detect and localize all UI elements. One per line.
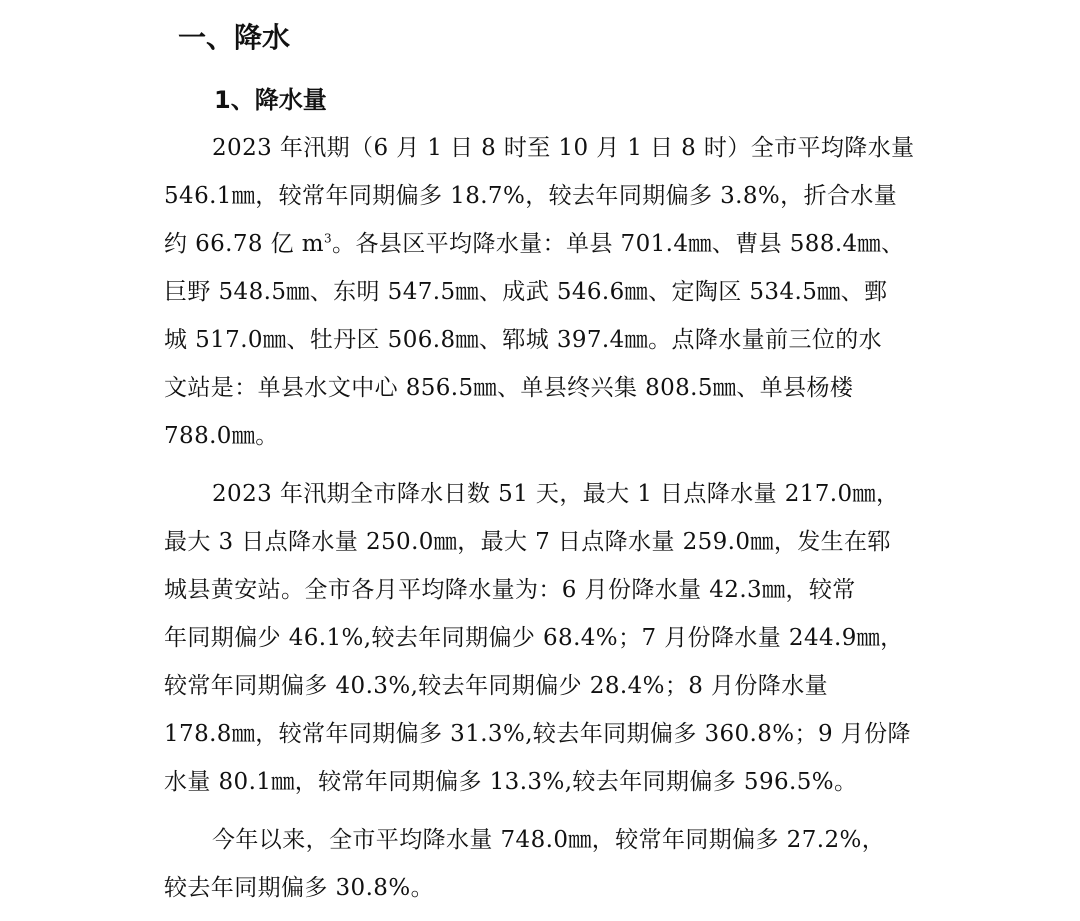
paragraph-2-line-2: 最大 3 日点降水量 250.0㎜，最大 7 日点降水量 259.0㎜，发生在郓 (164, 529, 891, 555)
paragraph-1-line-1: 2023 年汛期（6 月 1 日 8 时至 10 月 1 日 8 时）全市平均降水量 (212, 135, 914, 161)
cubic-superscript: 3 (324, 231, 333, 246)
paragraph-2-line-4: 年同期偏少 46.1%,较去年同期偏少 68.4%；7 月份降水量 244.9㎜， (164, 625, 904, 651)
paragraph-2-line-6: 178.8㎜，较常年同期偏多 31.3%,较去年同期偏多 360.8%；9 月份降 (164, 721, 911, 747)
paragraph-1-line-5: 城 517.0㎜、牡丹区 506.8㎜、郓城 397.4㎜。点降水量前三位的水 (164, 327, 883, 353)
paragraph-3-line-1: 今年以来，全市平均降水量 748.0㎜，较常年同期偏多 27.2%， (212, 827, 886, 853)
paragraph-1-line-7: 788.0㎜。 (164, 423, 279, 449)
paragraph-1-line-3 (164, 220, 914, 268)
paragraph-2-line-5: 较常年同期偏多 40.3%,较去年同期偏少 28.4%；8 月份降水量 (164, 673, 829, 699)
paragraph-3-line-2: 较去年同期偏多 30.8%。 (164, 875, 434, 901)
paragraph-1-line-3-part-b: 。各县区平均降水量：单县 701.4㎜、曹县 588.4㎜、 (332, 231, 905, 257)
paragraph-2-line-7: 水量 80.1㎜，较常年同期偏多 13.3%,较去年同期偏多 596.5%。 (164, 769, 858, 795)
paragraph-1-line-6: 文站是：单县水文中心 856.5㎜、单县终兴集 808.5㎜、单县杨楼 (164, 375, 854, 401)
subsection-heading: 1、降水量 (214, 86, 327, 114)
section-heading: 一、降水 (178, 21, 291, 54)
paragraph-1-line-4: 巨野 548.5㎜、东明 547.5㎜、成武 546.6㎜、定陶区 534.5㎜、鄄 (164, 279, 888, 305)
paragraph-1-line-2: 546.1㎜，较常年同期偏多 18.7%，较去年同期偏多 3.8%，折合水量 (164, 183, 898, 209)
paragraph-2-line-3: 城县黄安站。全市各月平均降水量为：6 月份降水量 42.3㎜，较常 (164, 577, 856, 603)
paragraph-1-line-3-part-a: 约 66.78 亿 m (164, 231, 324, 257)
paragraph-2-line-1: 2023 年汛期全市降水日数 51 天，最大 1 日点降水量 217.0㎜， (212, 481, 900, 507)
